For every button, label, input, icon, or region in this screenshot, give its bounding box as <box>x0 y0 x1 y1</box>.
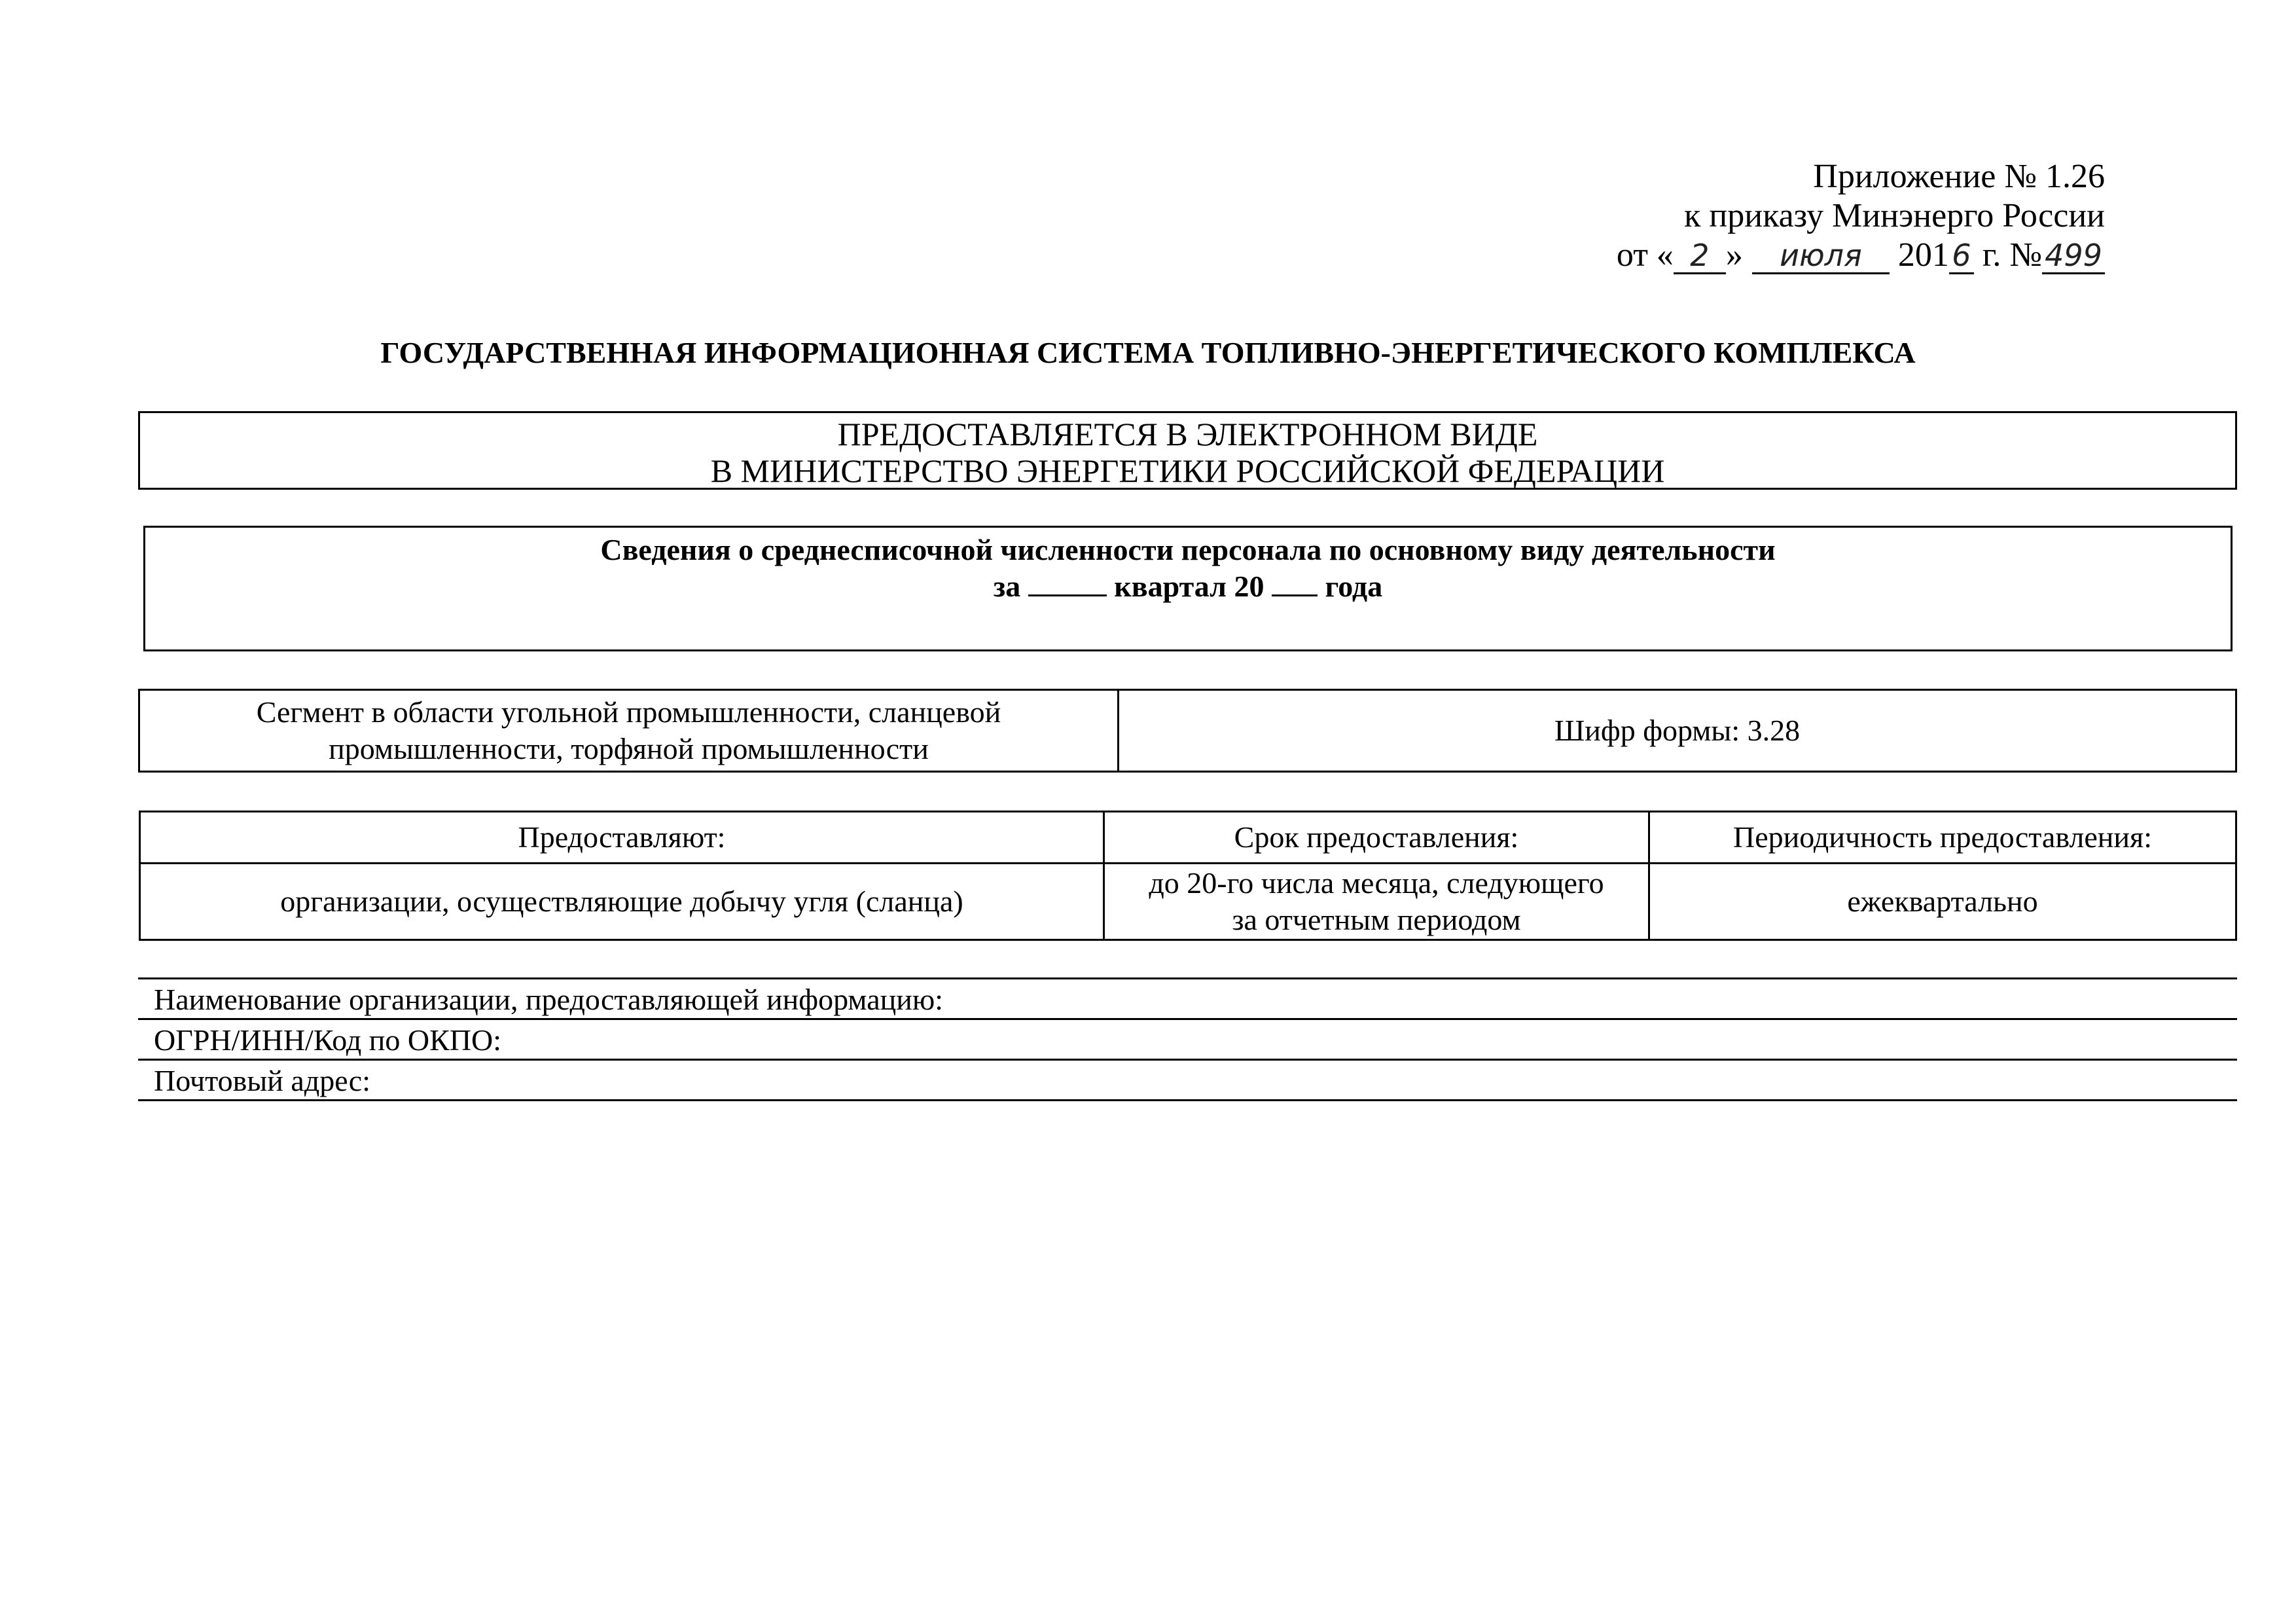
submission-line-2: В МИНИСТЕРСТВО ЭНЕРГЕТИКИ РОССИЙСКОЙ ФЕДЕРАЦИИ <box>710 452 1665 489</box>
form-title-box <box>143 526 2233 651</box>
segment-line-2: промышленности, торфяной промышленности <box>329 732 929 765</box>
header-who: Предоставляют: <box>140 812 1104 864</box>
handwritten-day: 2 <box>1674 238 1726 274</box>
appendix-header <box>1516 157 2105 275</box>
segment-table <box>138 689 2237 773</box>
order-number-label: г. № <box>1982 236 2042 274</box>
form-title: Сведения о среднесписочной численности персонала по основному виду деятельности <box>600 533 1776 566</box>
year-blank <box>1272 568 1318 596</box>
segment-line-1: Сегмент в области угольной промышленности, сланцевой <box>256 695 1001 729</box>
quarter-blank <box>1028 568 1107 596</box>
value-periodicity: ежеквартально <box>1649 864 2236 940</box>
segment-cell <box>139 690 1119 772</box>
date-quote-close: » <box>1725 236 1743 274</box>
value-who: организации, осуществляющие добычу угля (сланца) <box>140 864 1104 940</box>
form-cipher: Шифр формы: 3.28 <box>1119 690 2236 772</box>
appendix-order-ref: к приказу Минэнерго России <box>1684 197 2105 234</box>
system-title: ГОСУДАРСТВЕННАЯ ИНФОРМАЦИОННАЯ СИСТЕМА ТОПЛИВНО-ЭНЕРГЕТИЧЕСКОГО КОМПЛЕКСА <box>380 336 1916 369</box>
period-za: за <box>993 570 1021 603</box>
organization-address-field[interactable]: Почтовый адрес: <box>138 1061 2237 1101</box>
submission-line-1: ПРЕДОСТАВЛЯЕТСЯ В ЭЛЕКТРОННОМ ВИДЕ <box>837 416 1538 452</box>
value-deadline <box>1104 864 1649 940</box>
handwritten-year-digit: 6 <box>1949 238 1974 274</box>
period-year-word: года <box>1325 570 1383 603</box>
year-prefix: 201 <box>1897 236 1949 274</box>
organization-name-field[interactable]: Наименование организации, предоставляющей информацию: <box>138 979 2237 1020</box>
organization-info <box>138 977 2237 1101</box>
form-period <box>145 568 2231 605</box>
handwritten-month: июля <box>1752 238 1890 274</box>
appendix-order-date <box>1516 236 2105 275</box>
organization-ids-field[interactable]: ОГРН/ИНН/Код по ОКПО: <box>138 1020 2237 1061</box>
period-quarter: квартал 20 <box>1114 570 1265 603</box>
requirements-table <box>139 811 2237 941</box>
header-deadline: Срок предоставления: <box>1104 812 1649 864</box>
deadline-line-1: до 20-го числа месяца, следующего <box>1149 866 1604 900</box>
appendix-number: Приложение № 1.26 <box>1813 158 2105 195</box>
deadline-line-2: за отчетным периодом <box>1232 903 1521 936</box>
submission-box <box>138 411 2237 490</box>
header-periodicity: Периодичность предоставления: <box>1649 812 2236 864</box>
date-prefix: от « <box>1616 236 1674 274</box>
handwritten-order-number: 499 <box>2042 238 2105 274</box>
